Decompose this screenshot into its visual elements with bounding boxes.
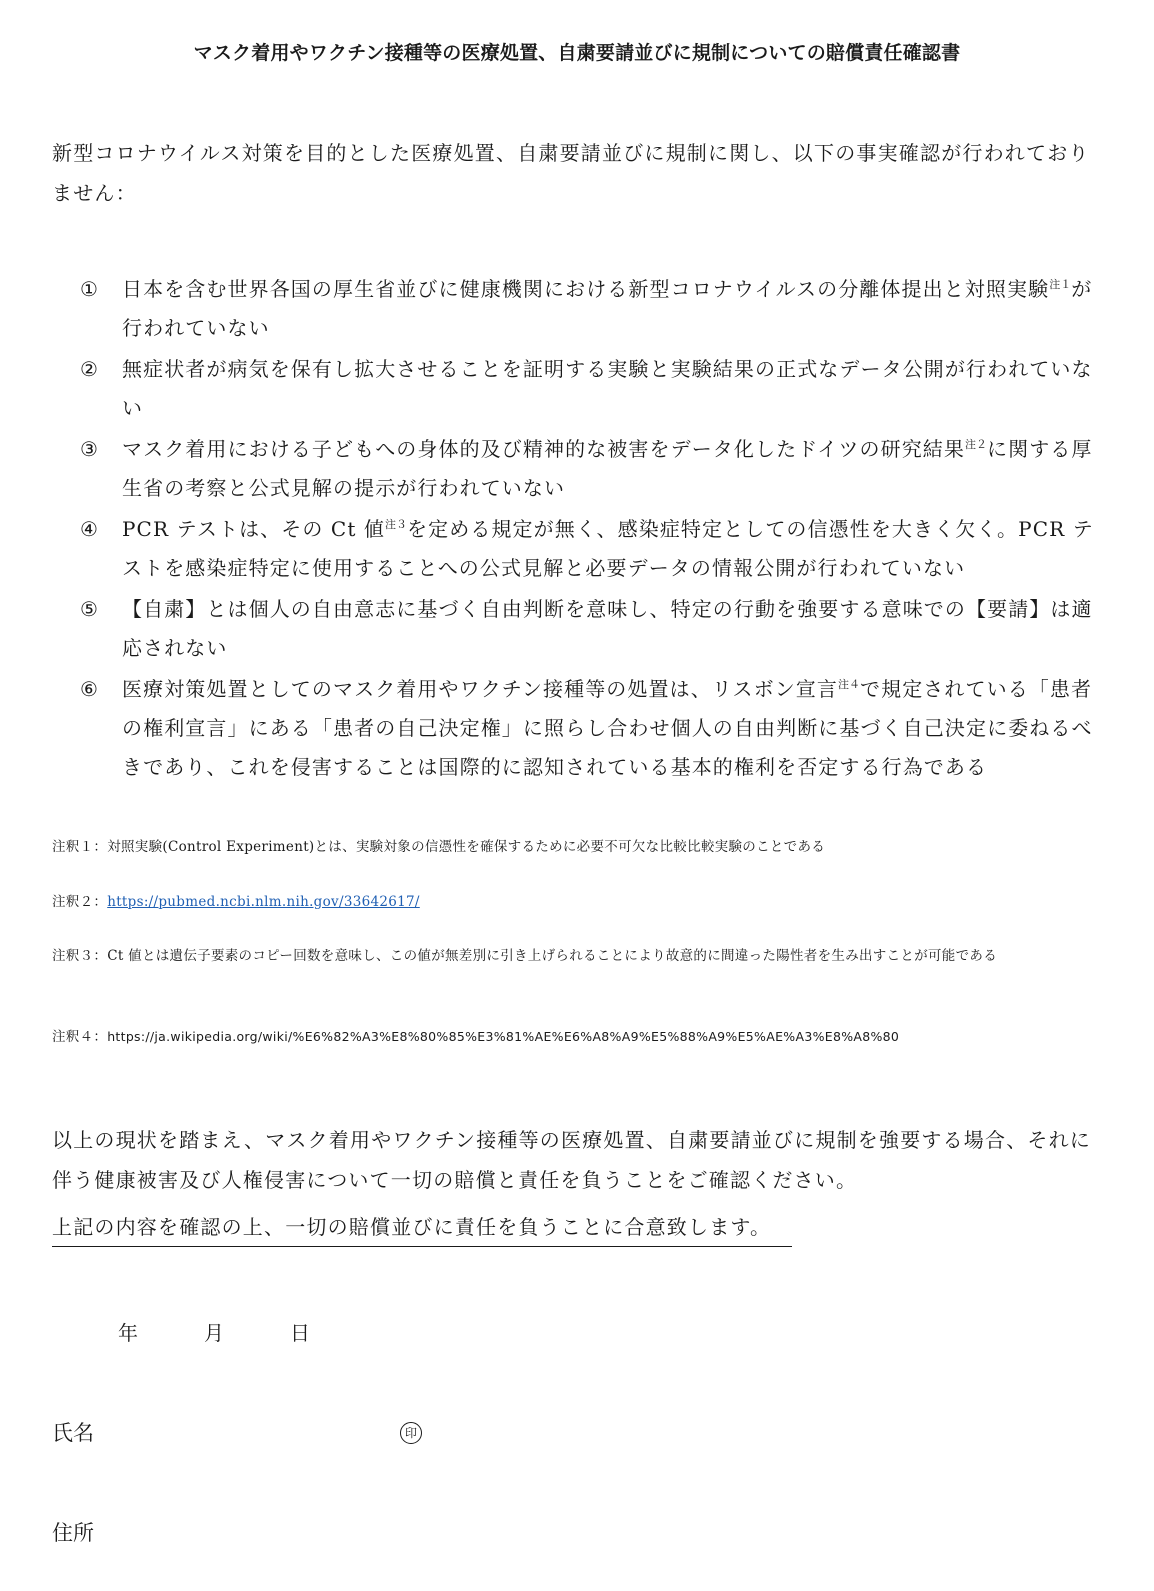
footnote-marker: 注３ <box>385 518 408 531</box>
footnote-label: 注釈１： <box>52 839 108 855</box>
item-number: ② <box>80 357 98 381</box>
footnote-marker: 注１ <box>1049 278 1072 291</box>
fact-item-2 <box>80 350 1100 428</box>
seal-mark: 印 <box>400 1422 422 1444</box>
footnote-marker: 注２ <box>965 438 987 451</box>
footnote-text: 対照実験(Control Experiment)とは、実験対象の信憑性を確保するために必要不可欠な比較比較実験のことである <box>107 839 826 855</box>
agreement-statement: 上記の内容を確認の上、一切の賠償並びに責任を負うことに合意致します。 <box>52 1208 792 1247</box>
footnote-label: 注釈２： <box>52 894 108 910</box>
footnote-3 <box>52 943 1092 969</box>
month-label: 月 <box>204 1321 224 1345</box>
fact-item-3 <box>80 430 1100 508</box>
document-title: マスク着用やワクチン接種等の医療処置、自粛要請並びに規制についての賠償責任確認書 <box>193 42 961 64</box>
item-number: ④ <box>80 517 98 541</box>
pubmed-link[interactable]: https://pubmed.ncbi.nlm.nih.gov/33642617/ <box>107 894 420 910</box>
intro-paragraph: 新型コロナウイルス対策を目的とした医療処置、自粛要請並びに規制に関し、以下の事実確認が行われておりません： <box>52 141 1090 205</box>
footnote-4 <box>52 1024 1092 1050</box>
item-number: ③ <box>80 437 98 461</box>
year-label: 年 <box>118 1321 138 1345</box>
fact-item-1 <box>80 270 1100 348</box>
footnote-1 <box>52 834 1092 860</box>
footnote-marker: 注４ <box>838 678 860 691</box>
item-text: 【自粛】とは個人の自由意志に基づく自由判断を意味し、特定の行動を強要する意味での【要請】は適応されない <box>122 597 1093 660</box>
footnote-text: Ct 値とは遺伝子要素のコピー回数を意味し、この値が無差別に引き上げられることにより故意的に間違った陽性者を生み出すことが可能である <box>107 948 998 964</box>
name-label: 氏名 <box>52 1421 94 1445</box>
day-label: 日 <box>290 1321 310 1345</box>
fact-item-4 <box>80 510 1100 588</box>
item-text: PCR テストは、その Ct 値$^{注3}$を定める規定が無く、感染症特定としての信憑性を大きく欠く。PCR テストを感染症特定に使用することへの公式見解と必要データの情報公開が行われていない <box>122 517 1094 580</box>
date-field <box>118 1318 310 1348</box>
footnote-label: 注釈４： <box>52 1029 108 1045</box>
footnote-label: 注釈３： <box>52 948 108 964</box>
fact-item-6 <box>80 670 1100 787</box>
item-text: 無症状者が病気を保有し拡大させることを証明する実験と実験結果の正式なデータ公開が行われていない <box>122 357 1093 420</box>
address-label: 住所 <box>52 1521 94 1545</box>
closing-paragraph: 以上の現状を踏まえ、マスク着用やワクチン接種等の医療処置、自粛要請並びに規制を強要する場合、それに伴う健康被害及び人権侵害について一切の賠償と責任を負うことをご確認ください。 <box>52 1128 1091 1192</box>
item-text: 日本を含む世界各国の厚生省並びに健康機関における新型コロナウイルスの分離体提出と対照実験$^{注1}$が行われていない <box>122 277 1093 340</box>
item-text: 医療対策処置としてのマスク着用やワクチン接種等の処置は、リスボン宣言$^{注4}$で規定されている「患者の権利宣言」にある「患者の自己決定権」に照らし合わせ個人の自由判断に基づく自己決定に委ねるべきであり、これを侵害することは国際的に認知されている基本的権利を否定する行為である <box>122 677 1093 779</box>
item-number: ① <box>80 277 98 301</box>
item-number: ⑤ <box>80 597 98 621</box>
item-number: ⑥ <box>80 677 98 701</box>
fact-item-5 <box>80 590 1100 668</box>
footnote-2 <box>52 889 1092 915</box>
item-text: マスク着用における子どもへの身体的及び精神的な被害をデータ化したドイツの研究結果$^{注2}$に関する厚生省の考察と公式見解の提示が行われていない <box>122 437 1093 500</box>
fact-list <box>80 270 1100 789</box>
footnote-text: https://ja.wikipedia.org/wiki/%E6%82%A3%E8%80%85%E3%81%AE%E6%A8%A9%E5%88%A9%E5%AE%A3%E8%A8%80 <box>107 1029 900 1044</box>
